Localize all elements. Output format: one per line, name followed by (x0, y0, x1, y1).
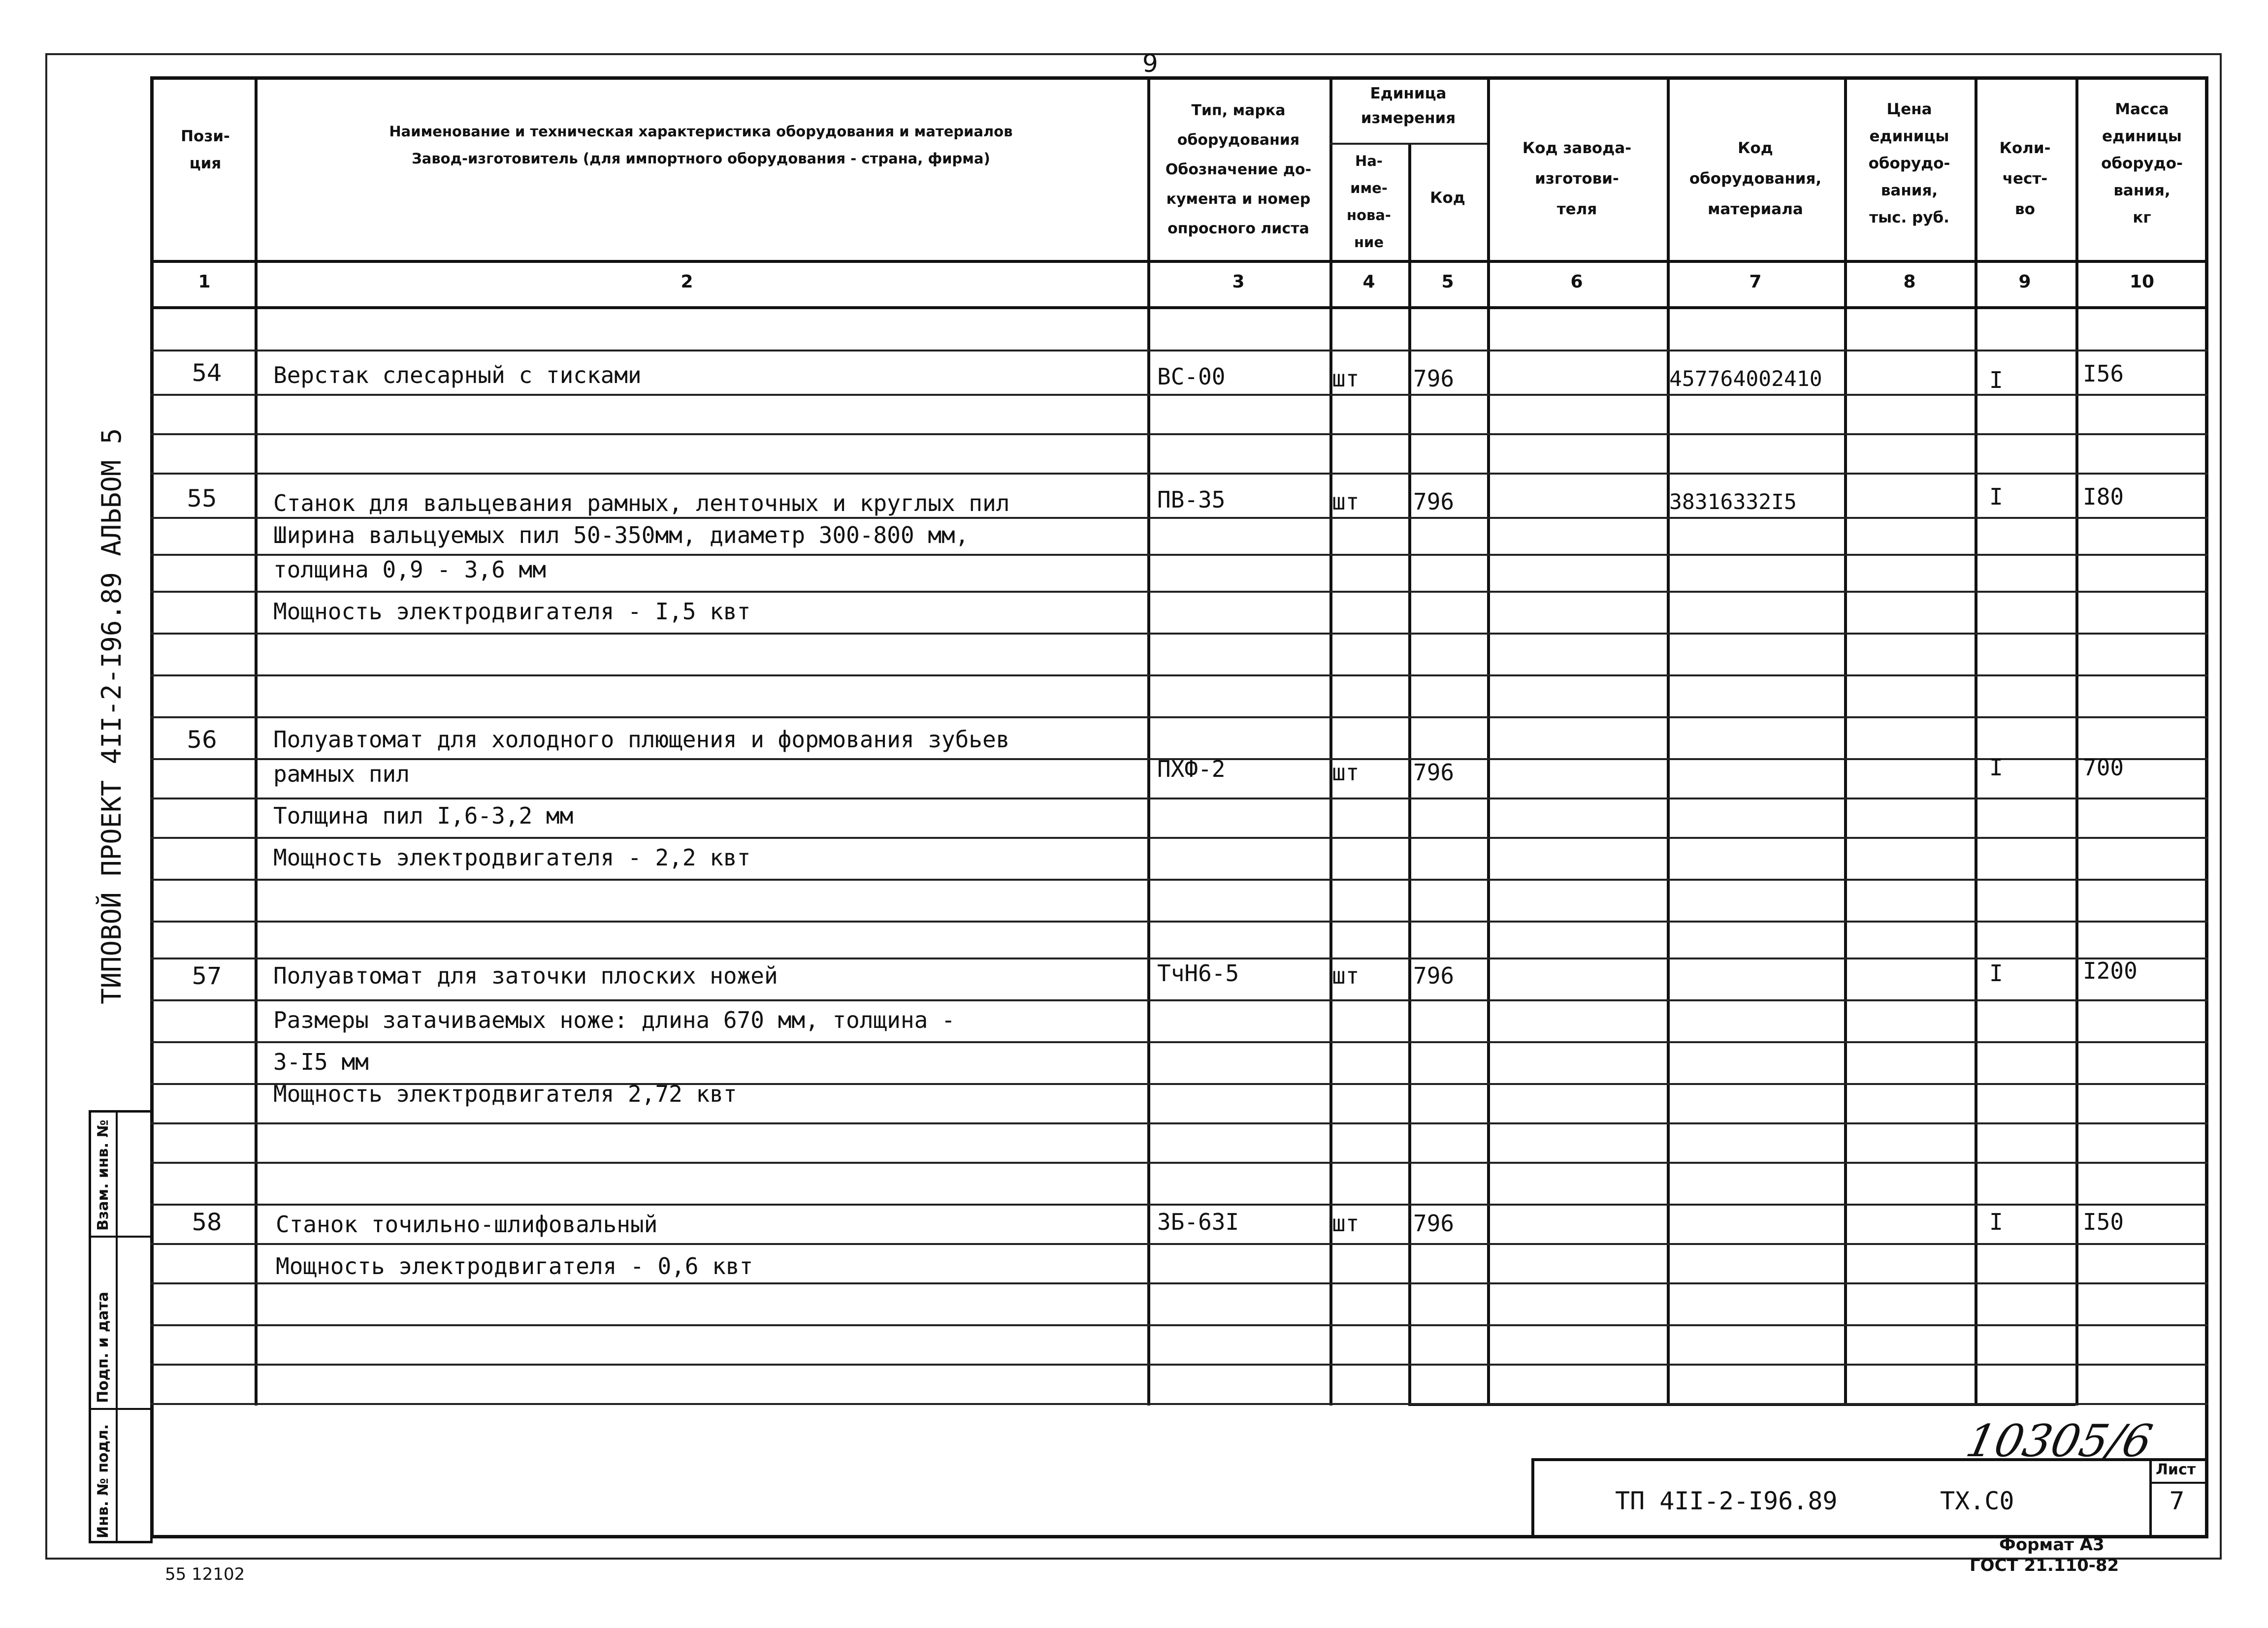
row-57-type: ТчН6-5 (1157, 960, 1239, 987)
col-number-6: 6 (1570, 272, 1583, 292)
header-price: Цена единицы оборудо- вания, тыс. руб. (1868, 100, 1950, 226)
row-56-position: 56 (187, 726, 217, 754)
col-number-3: 3 (1232, 272, 1245, 292)
stamp-label-replace-inv: Взам. инв. № (95, 1119, 112, 1231)
title-block-mark: ТХ.С0 (1940, 1487, 2014, 1515)
col-number-5: 5 (1441, 272, 1454, 292)
row-56-name-line-2: рамных пил (273, 761, 410, 787)
row-55-name-line-3: толщина 0,9 - 3,6 мм (273, 556, 546, 583)
row-55-code: 796 (1413, 488, 1455, 515)
header-maker-code: Код завода- изготови- теля (1522, 139, 1632, 218)
col-number-8: 8 (1903, 272, 1916, 292)
row-54-type: ВС-00 (1157, 363, 1226, 390)
col-number-1: 1 (198, 272, 211, 292)
stamp-label-inv-orig: Инв. № подл. (95, 1424, 112, 1538)
header-unit-code: Код (1430, 189, 1465, 207)
row-56-name-line-4: Мощность электродвигателя - 2,2 квт (273, 844, 751, 871)
row-56-name-line-3: Толщина пил I,6-3,2 мм (273, 802, 574, 829)
row-58-name-line-2: Мощность электродвигателя - 0,6 квт (276, 1253, 753, 1279)
row-57-name-line-2: Размеры затачиваемых ноже: длина 670 мм, толщина - (273, 1007, 955, 1033)
title-block-sheet-number: 7 (2169, 1487, 2185, 1515)
row-56-code: 796 (1413, 759, 1455, 786)
header-mass: Масса единицы оборудо- вания, кг (2101, 100, 2183, 226)
row-55-qty: I (1989, 483, 2003, 510)
row-57-unit: шт (1332, 962, 1360, 989)
row-55-position: 55 (187, 485, 217, 512)
row-57-position: 57 (192, 962, 222, 990)
header-type: Тип, марка оборудования Обозначение до- кумента и номер опросного листа (1165, 102, 1312, 237)
stamp-label-sign-date: Подп. и дата (95, 1291, 112, 1403)
row-58-qty: I (1989, 1209, 2003, 1235)
header-name: Наименование и техническая характеристика оборудования и материалов Завод-изготовитель (для импортного оборудования - страна, фирма) (389, 123, 1013, 167)
row-58-unit: шт (1332, 1210, 1360, 1237)
row-57-code: 796 (1413, 962, 1455, 989)
inventory-number: 10305/6 (1961, 1415, 2157, 1467)
row-54-name: Верстак слесарный с тисками (273, 362, 642, 388)
row-58-mass: I50 (2083, 1209, 2124, 1235)
col-number-7: 7 (1749, 272, 1762, 292)
row-55-equip-code: 38316332I5 (1669, 490, 1797, 514)
row-56-qty: I (1989, 754, 2003, 781)
header-quantity: Коли- чест- во (1999, 139, 2051, 218)
row-57-name-line-4: Мощность электродвигателя 2,72 квт (273, 1081, 737, 1107)
title-block-document: ТП 4II-2-I96.89 (1615, 1487, 1838, 1515)
row-57-mass: I200 (2083, 958, 2138, 984)
format-label: Формат А3 (1999, 1535, 2105, 1555)
row-58-code: 796 (1413, 1210, 1455, 1237)
row-54-code: 796 (1413, 365, 1455, 392)
gost-label: ГОСТ 21.110-82 (1970, 1556, 2119, 1575)
header-equipment-code: Код оборудования, материала (1689, 139, 1822, 218)
row-54-mass: I56 (2083, 360, 2124, 387)
col-number-9: 9 (2018, 272, 2031, 292)
row-57-name-line-3: 3-I5 мм (273, 1049, 369, 1075)
row-56-name-line-1: Полуавтомат для холодного плющения и формования зубьев (273, 726, 1010, 753)
row-56-type: ПХФ-2 (1157, 756, 1226, 782)
row-57-name-line-1: Полуавтомат для заточки плоских ножей (273, 962, 778, 989)
row-54-position: 54 (192, 359, 222, 387)
row-55-name-line-4: Мощность электродвигателя - I,5 квт (273, 598, 751, 625)
row-54-qty: I (1989, 367, 2003, 393)
row-55-name-line-1: Станок для вальцевания рамных, ленточных и круглых пил (273, 490, 1010, 516)
title-block-sheet-label: Лист (2156, 1461, 2196, 1478)
row-54-equip-code: 457764002410 (1669, 367, 1822, 391)
bottom-code: 55 12102 (165, 1564, 245, 1584)
row-58-position: 58 (192, 1209, 222, 1236)
col-number-2: 2 (680, 272, 693, 292)
row-54-unit: шт (1332, 365, 1360, 392)
page-number: 9 (1142, 49, 1158, 78)
row-58-name-line-1: Станок точильно-шлифовальный (276, 1211, 658, 1238)
side-project-title: ТИПОВОЙ ПРОЕКТ 4II-2-I96.89 АЛЬБОМ 5 (96, 428, 127, 1004)
header-unit: Единица измерения (1361, 85, 1456, 127)
row-57-qty: I (1989, 960, 2003, 987)
header-position: Пози- ция (181, 128, 230, 172)
row-58-type: 3Б-63I (1157, 1209, 1239, 1235)
row-55-mass: I80 (2083, 483, 2124, 510)
row-56-unit: шт (1332, 759, 1360, 786)
row-55-unit: шт (1332, 488, 1360, 515)
col-number-10: 10 (2129, 272, 2155, 292)
col-number-4: 4 (1362, 272, 1375, 292)
header-unit-name: На- име- нова- ние (1347, 153, 1391, 251)
row-55-type: ПВ-35 (1157, 486, 1226, 513)
row-55-name-line-2: Ширина вальцуемых пил 50-350мм, диаметр 300-800 мм, (273, 522, 969, 548)
row-56-mass: 700 (2083, 754, 2124, 781)
